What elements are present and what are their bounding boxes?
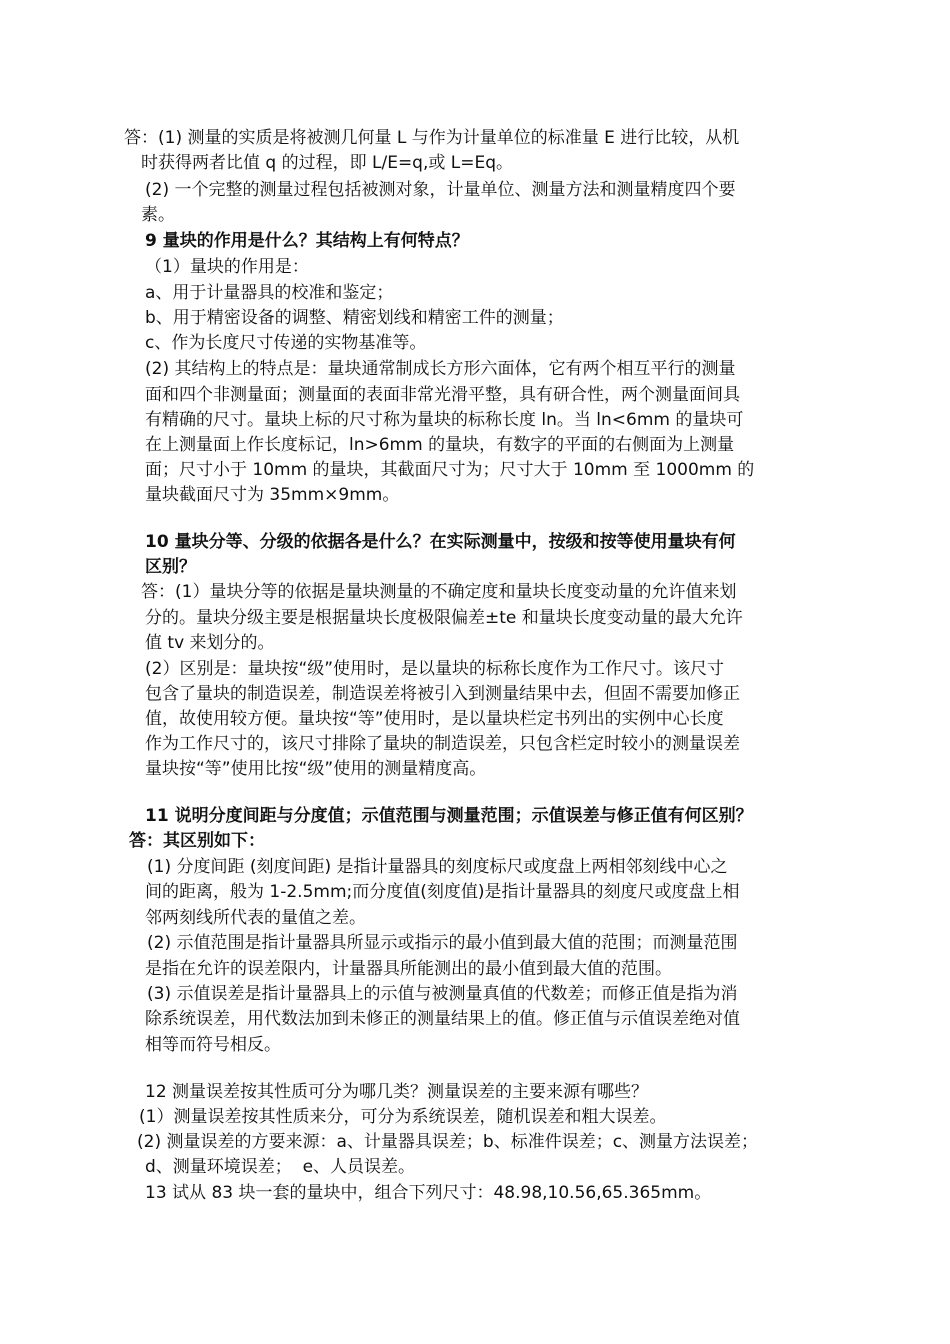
text-line: 作为工作尺寸的，该尺寸排除了量块的制造误差，只包含栏定时较小的测量误差: [145, 734, 740, 754]
section-heading: 12 测量误差按其性质可分为哪几类？测量误差的主要来源有哪些？: [145, 1082, 649, 1102]
text-line: (2）区别是：量块按“级”使用时，是以量块的标称长度作为工作尺寸。该尺寸: [145, 659, 725, 679]
text-line: d、测量环境误差； e、人员误差。: [145, 1157, 416, 1177]
text-line: 答：(1) 测量的实质是将被测几何量 L 与作为计量单位的标准量 E 进行比较，从机: [124, 128, 740, 148]
text-line: 相等而符号相反。: [145, 1035, 281, 1055]
text-line: (1) 分度间距 (刻度间距) 是指计量器具的刻度标尺或度盘上两相邻刻线中心之: [147, 857, 728, 877]
text-line: 是指在允许的误差限内，计量器具所能测出的最小值到最大值的范围。: [145, 959, 672, 979]
text-line: (1）测量误差按其性质来分，可分为系统误差，随机误差和粗大误差。: [139, 1107, 667, 1127]
text-line: (2) 测量误差的方要来源：a、计量器具误差；b、标准件误差；c、测量方法误差；: [137, 1132, 759, 1152]
text-line: 除系统误差，用代数法加到未修正的测量结果上的值。修正值与示值误差绝对值: [145, 1009, 740, 1029]
text-line: 值，故使用较方便。量块按“等”使用时，是以量块栏定书列出的实例中心长度: [145, 709, 724, 729]
text-line: (2) 一个完整的测量过程包括被测对象，计量单位、测量方法和测量精度四个要: [145, 180, 736, 200]
text-line: c、作为长度尺寸传递的实物基准等。: [145, 333, 427, 353]
text-line: 值 tv 来划分的。: [145, 633, 275, 653]
section-heading: 答：其区别如下：: [129, 831, 265, 851]
section-heading: 区别？: [145, 557, 196, 577]
section-heading: 9 量块的作用是什么？其结构上有何特点？: [145, 231, 469, 251]
text-line: (2) 示值范围是指计量器具所显示或指示的最小值到最大值的范围；而测量范围: [147, 933, 738, 953]
text-line: 面；尺寸小于 10mm 的量块，其截面尺寸为；尺寸大于 10mm 至 1000mm 的: [145, 460, 755, 480]
text-line: 素。: [141, 205, 175, 225]
text-line: 分的。量块分级主要是根据量块长度极限偏差±te 和量块长度变动量的最大允许: [145, 608, 743, 628]
text-line: 包含了量块的制造误差，制造误差将被引入到测量结果中去，但固不需要加修正: [145, 684, 740, 704]
text-line: （1）量块的作用是：: [145, 257, 309, 277]
section-heading: 11 说明分度间距与分度值；示值范围与测量范围；示值误差与修正值有何区别？: [145, 806, 753, 826]
text-line: 间的距离，般为 1-2.5mm;而分度值(刻度值)是指计量器具的刻度尺或度盘上相: [145, 882, 740, 902]
text-line: 量块按“等”使用比按“级”使用的测量精度高。: [145, 759, 487, 779]
section-heading: 13 试从 83 块一套的量块中，组合下列尺寸：48.98,10.56,65.365mm。: [145, 1183, 712, 1203]
section-heading: 10 量块分等、分级的依据各是什么？在实际测量中，按级和按等使用量块有何: [145, 532, 736, 552]
text-line: 有精确的尺寸。量块上标的尺寸称为量块的标称长度 ln。当 ln<6mm 的量块可: [145, 410, 744, 430]
text-line: 面和四个非测量面；测量面的表面非常光滑平整，具有研合性，两个测量面间具: [145, 385, 740, 405]
text-line: a、用于计量器具的校准和鉴定；: [145, 283, 394, 303]
text-line: b、用于精密设备的调整、精密划线和精密工件的测量；: [145, 308, 564, 328]
text-line: (2) 其结构上的特点是：量块通常制成长方形六面体，它有两个相互平行的测量: [145, 359, 736, 379]
text-line: 在上测量面上作长度标记，ln>6mm 的量块，有数字的平面的右侧面为上测量: [145, 435, 735, 455]
text-line: 邻两刻线所代表的量值之差。: [145, 908, 366, 928]
text-line: (3) 示值误差是指计量器具上的示值与被测量真值的代数差；而修正值是指为消: [147, 984, 738, 1004]
text-line: 答：(1）量块分等的依据是量块测量的不确定度和量块长度变动量的允许值来划: [141, 582, 737, 602]
text-line: 量块截面尺寸为 35mm×9mm。: [145, 485, 400, 505]
text-line: 时获得两者比值 q 的过程，即 L/E=q,或 L=Eq。: [141, 153, 514, 173]
